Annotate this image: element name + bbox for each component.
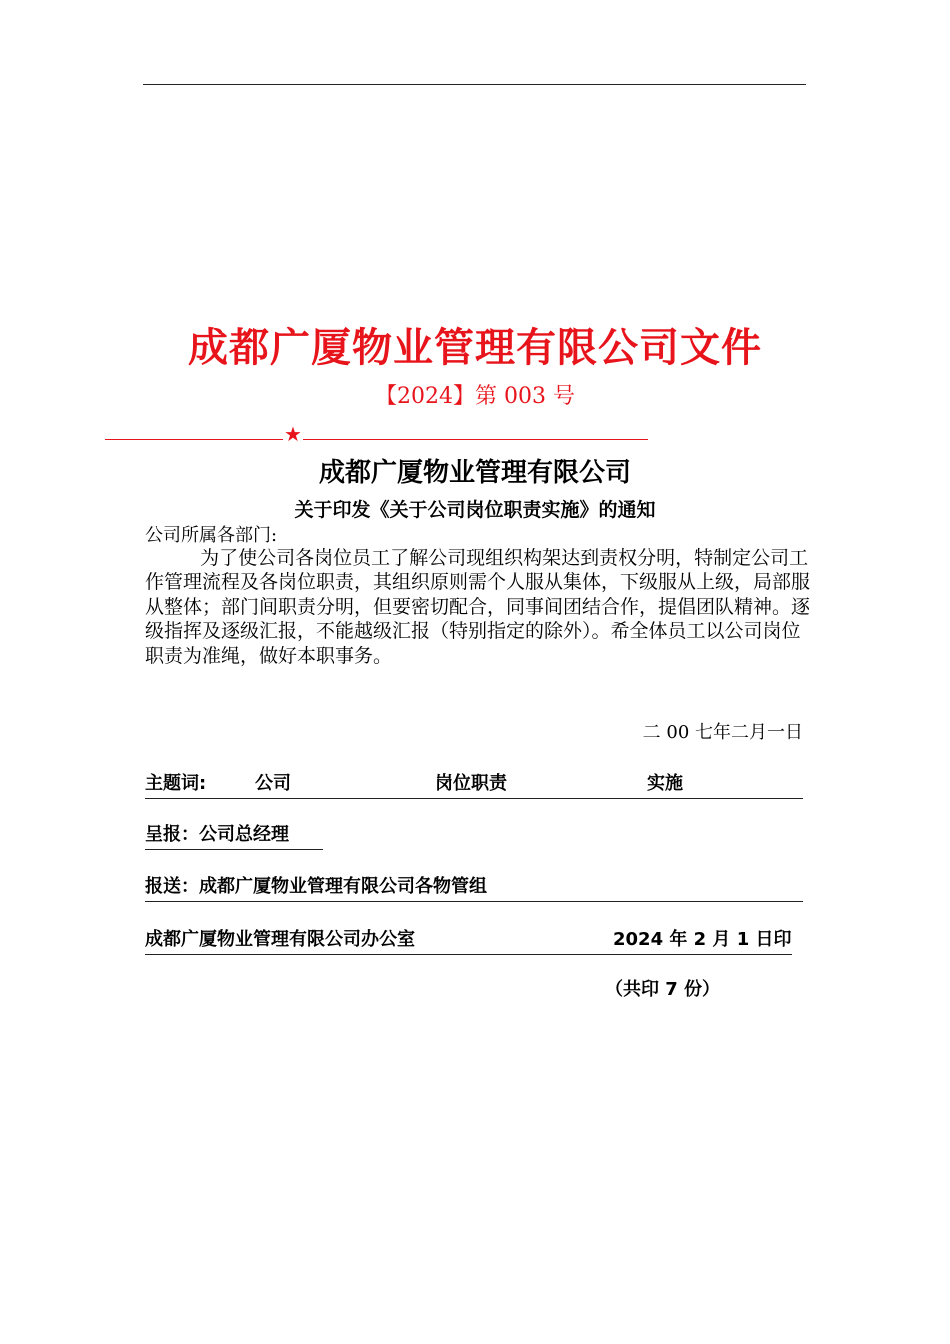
print-date: 2024 年 2 月 1 日印 (613, 929, 792, 950)
red-divider-left (105, 439, 283, 440)
red-divider-right (303, 439, 648, 440)
notice-title-company: 成都广厦物业管理有限公司 (318, 458, 631, 488)
document-header-title: 成都广厦物业管理有限公司文件 (188, 324, 762, 371)
submit-to-row (145, 821, 323, 850)
subject-term: 实施 (647, 773, 683, 794)
copy-to-text: 报送：成都广厦物业管理有限公司各物管组 (145, 876, 487, 897)
issuing-office-row (145, 926, 792, 955)
document-number: 【2024】第 003 号 (375, 384, 575, 409)
copy-to-row (145, 873, 803, 902)
subject-label: 主题词: (145, 773, 207, 794)
issuing-office: 成都广厦物业管理有限公司办公室 (145, 929, 415, 950)
notice-body (145, 546, 817, 668)
submit-to-text: 呈报：公司总经理 (145, 824, 289, 845)
notice-body-paragraph: 为了使公司各岗位员工了解公司现组织构架达到责权分明，特制定公司工作管理流程及各岗位职责，其组织原则需个人服从集体，下级服从上级，局部服从整体；部门间职责分明，但要密切配合，同事间团结合作，提倡团队精神。逐级指挥及逐级汇报，不能越级汇报（特别指定的除外）。希全体员工以公司岗位职责为准绳，做好本职事务。 (145, 547, 811, 667)
star-icon: ★ (284, 422, 302, 446)
subject-term: 公司 (255, 773, 291, 794)
notice-title-subject: 关于印发《关于公司岗位职责实施》的通知 (294, 499, 656, 521)
red-divider (105, 422, 648, 446)
notice-date: 二 00 七年二月一日 (642, 722, 803, 743)
copies-count: （共印 7 份） (605, 979, 721, 1000)
salutation: 公司所属各部门: (145, 525, 278, 546)
subject-term: 岗位职责 (435, 773, 507, 794)
top-divider (143, 84, 806, 85)
subject-keywords-row (145, 770, 803, 799)
